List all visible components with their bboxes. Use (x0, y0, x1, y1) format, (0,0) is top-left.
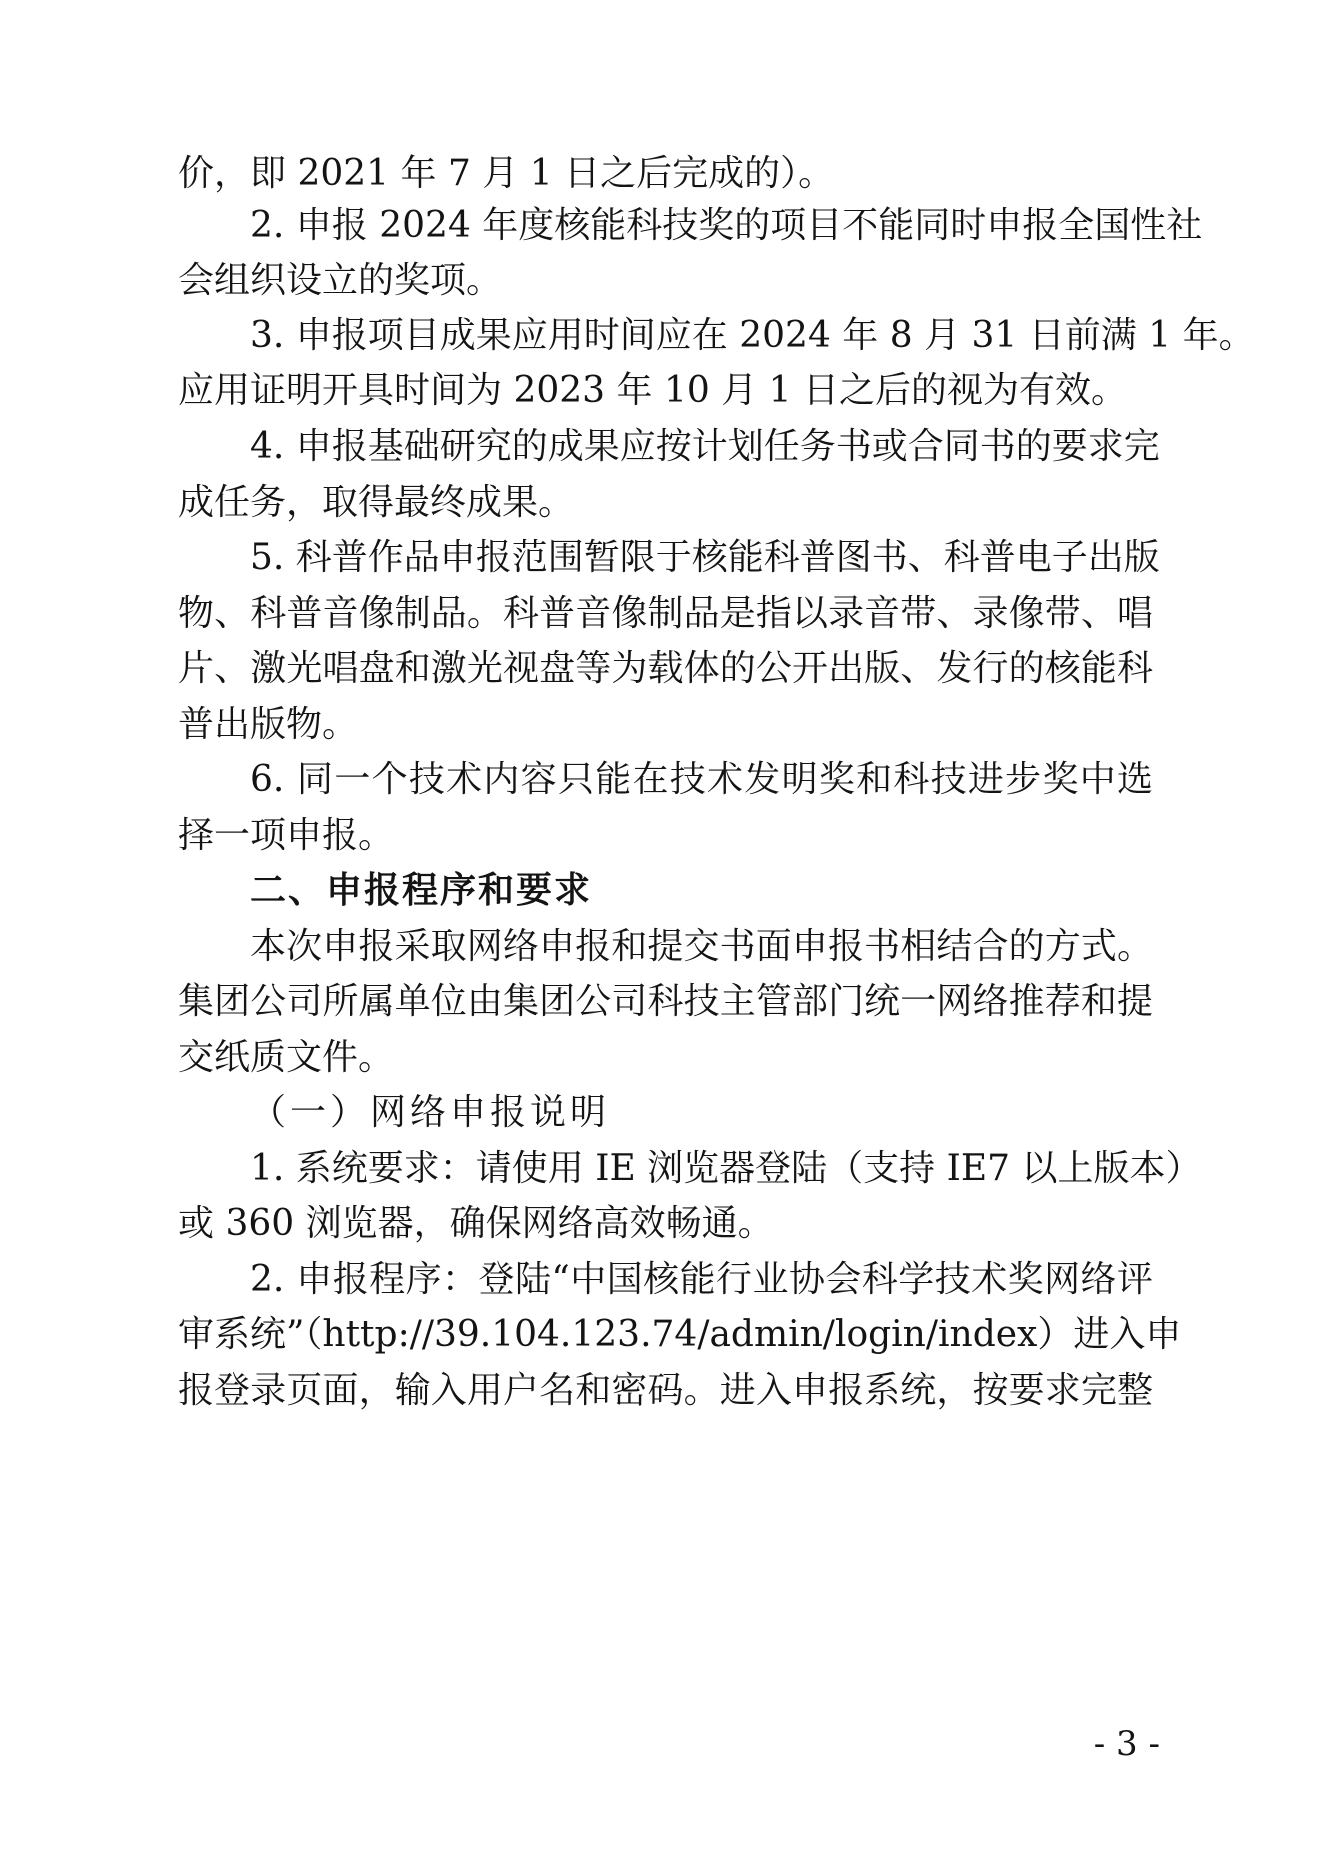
text-line: 应用证明开具时间为 2023 年 10 月 1 日之后的视为有效。 (178, 370, 1127, 411)
text-line: 审系统”（http://39.104.123.74/admin/login/index）进入申 (178, 1314, 1182, 1355)
text-line: 会组织设立的奖项。 (178, 260, 503, 301)
text-line: 2. 申报 2024 年度核能科技奖的项目不能同时申报全国性社 (250, 205, 1203, 246)
text-line: 择一项申报。 (178, 815, 395, 856)
text-line: 报登录页面，输入用户名和密码。进入申报系统，按要求完整 (178, 1370, 1153, 1411)
text-line: 4. 申报基础研究的成果应按计划任务书或合同书的要求完 (250, 426, 1160, 467)
text-line: 普出版物。 (178, 704, 359, 745)
text-line: 或 360 浏览器，确保网络高效畅通。 (178, 1203, 774, 1244)
text-line: 2. 申报程序：登陆“中国核能行业协会科学技术奖网络评 (250, 1259, 1153, 1300)
text-line: 交纸质文件。 (178, 1037, 395, 1078)
text-line: 本次申报采取网络申报和提交书面申报书相结合的方式。 (250, 926, 1153, 967)
text-line: 1. 系统要求：请使用 IE 浏览器登陆（支持 IE7 以上版本） (250, 1148, 1202, 1189)
page-number: - 3 - (1093, 1724, 1160, 1764)
text-line: 5. 科普作品申报范围暂限于核能科普图书、科普电子出版 (250, 537, 1160, 578)
text-line: 集团公司所属单位由集团公司科技主管部门统一网络推荐和提 (178, 981, 1153, 1022)
text-line: 片、激光唱盘和激光视盘等为载体的公开出版、发行的核能科 (178, 648, 1153, 689)
text-line: 物、科普音像制品。科普音像制品是指以录音带、录像带、唱 (178, 593, 1153, 634)
text-line: 3. 申报项目成果应用时间应在 2024 年 8 月 31 日前满 1 年。 (250, 315, 1255, 356)
text-line: 6. 同一个技术内容只能在技术发明奖和科技进步奖中选 (250, 759, 1153, 800)
text-line: 价，即 2021 年 7 月 1 日之后完成的）。 (178, 153, 835, 194)
section-heading: 二、申报程序和要求 (250, 870, 593, 911)
subsection-heading: （一）网络申报说明 (250, 1092, 611, 1133)
text-line: 成任务，取得最终成果。 (178, 482, 575, 523)
